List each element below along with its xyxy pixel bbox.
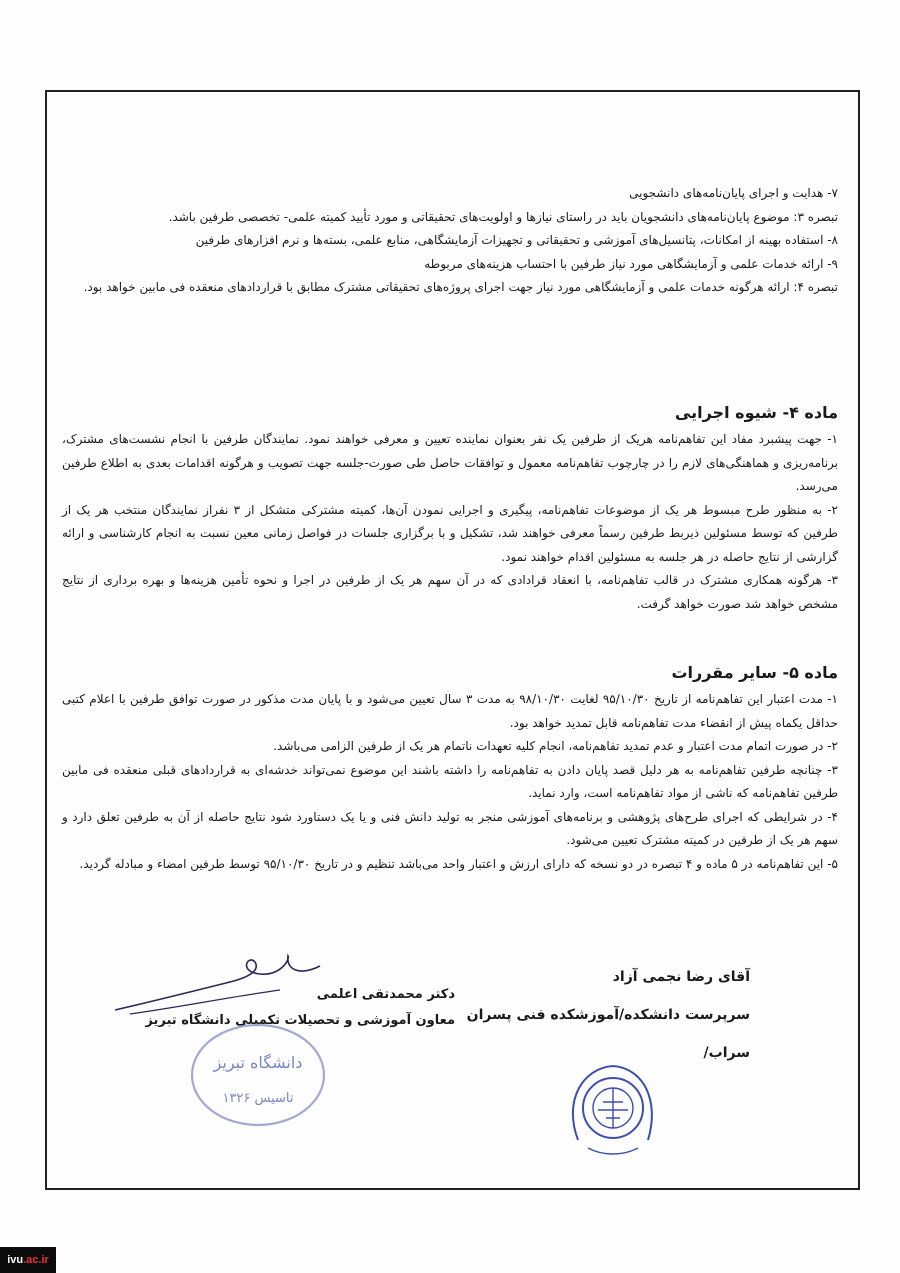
logo-main: ivu [7,1254,24,1266]
site-logo [0,1247,56,1273]
signatory-right-name: آقای رضا نجمی آزاد [612,969,750,985]
signatory-right-title: سرپرست دانشکده/آموزشکده فنی پسران [466,1007,750,1023]
stamp-top-text: دانشگاه تبریز [213,1053,303,1072]
article-5-clause-1: ۱- مدت اعتبار این تفاهم‌نامه از تاریخ ۹۵/۱۰/۳۰ لغایت ۹۸/۱۰/۳۰ به مدت ۳ سال تعیین می‌شود و با پایان مدت مذکور در صورت توافق طرفین با اعلام کتبی حداقل یکماه پیش از انقضاء مدت تفاهم‌نامه قابل تمدید خواهد بود. [62,692,838,730]
logo-suffix: .ac.ir [23,1254,49,1266]
article-5-clause-4: ۴- در شرایطی که اجرای طرح‌های پژوهشی و برنامه‌های آموزشی منجر به تولید دانش فنی و یا یک دستاورد شود نتایج حاصله از آن به طرفین تعلق دارد و سهم هر یک از طرفین در کمیته مشترک تعیین می‌شود. [62,809,838,847]
signatory-right-location: سراب/ [703,1045,750,1061]
article-4-title: ماده ۴- شیوه اجرایی [674,403,838,422]
signatory-left-title: معاون آموزشی و تحصیلات تکمیلی دانشگاه تبریز [145,1013,455,1028]
article-5-clause-3: ۳- چنانچه طرفین تفاهم‌نامه به هر دلیل قصد پایان دادن به تفاهم‌نامه را داشته باشند این موضوع نمی‌تواند خدشه‌ای به قراردادهای قبلی منعقده فی مابین طرفین تفاهم‌نامه که ناشی از مواد تفاهم‌نامه است، وارد نماید. [62,762,838,800]
article-5-section [62,658,838,876]
note-3: تبصره ۳: موضوع پایان‌نامه‌های دانشجویان باید در راستای نیازها و اولویت‌های تحقیقاتی و مورد تأیید کمیته علمی- تخصصی طرفین باشد. [168,209,838,224]
item-9: ۹- ارائه خدمات علمی و آزمایشگاهی مورد نیاز طرفین با احتساب هزینه‌های مربوطه [424,256,838,271]
article-4-section [62,398,838,616]
article-4-clause-3: ۳- هرگونه همکاری مشترک در قالب تفاهم‌نامه، با انعقاد قرادادی که در آن سهم هر یک از طرفین در اجرا و نحوه تأمین هزینه‌ها و بهره برداری از نتایج مشخص خواهد شد صورت خواهد گرفت. [62,573,838,611]
faculty-emblem-stamp [568,1060,658,1160]
article-5-title: ماده ۵- سایر مقررات [671,663,838,682]
signatory-left-name: دکتر محمدتقی اعلمی [316,987,455,1002]
items-section [62,182,838,300]
article-5-clause-2: ۲- در صورت اتمام مدت اعتبار و عدم تمدید تفاهم‌نامه، انجام کلیه تعهدات ناتمام هر یک از طرفین الزامی می‌باشد. [273,739,838,753]
note-4: تبصره ۴: ارائه هرگونه خدمات علمی و آزمایشگاهی مورد نیاز جهت اجرای پروژه‌های تحقیقاتی مشترک مطابق با قراردادهای منعقده فی مابین خواهد بود. [83,280,838,294]
stamp-bottom-text: تاسیس ۱۳۲۶ [222,1091,294,1106]
item-8: ۸- استفاده بهینه از امکانات، پتانسیل‌های آموزشی و تحقیقاتی و تجهیزات آزمایشگاهی، منابع علمی، بسته‌ها و نرم افزارهای طرفین [195,233,838,247]
signatory-right [466,958,750,1072]
article-5-clause-5: ۵- این تفاهم‌نامه در ۵ ماده و ۴ تبصره در دو نسخه که دارای ارزش و اعتبار واحد می‌باشد تنظیم و در تاریخ ۹۵/۱۰/۳۰ توسط طرفین امضاء و مبادله گردید. [79,856,838,871]
university-stamp [188,1020,328,1130]
article-4-clause-2: ۲- به منظور طرح مبسوط هر یک از موضوعات تفاهم‌نامه، پیگیری و اجرایی نمودن آن‌ها، کمیته مشترکی متشکل از ۳ نفراز نمایندگان منتخب هر یک از طرفین که توسط مسئولین ذیربط طرفین رسماً معرفی خواهند شد، تشکیل و با برگزاری جلسات در فواصل زمانی معین نسبت به انجام کارشناسی و ارائه گزارشی از نتایج حاصله در هر جلسه به مسئولین اقدام خواهند نمود. [62,502,838,564]
article-4-clause-1: ۱- جهت پیشبرد مفاد این تفاهم‌نامه هریک از طرفین یک نفر بعنوان نماینده تعیین و معرفی خواهند نمود. نمایندگان طرفین با انجام نشست‌های مشترک، برنامه‌ریزی و هماهنگی‌های لازم را در چارچوب تفاهم‌نامه معمول و توافقات حاصل طی صورت-جلسه جهت تصویب و هرگونه اقدامات بعدی به اطلاع طرفین می‌رسد. [62,432,838,493]
item-7: ۷- هدایت و اجرای پایان‌نامه‌های دانشجویی [629,186,838,200]
